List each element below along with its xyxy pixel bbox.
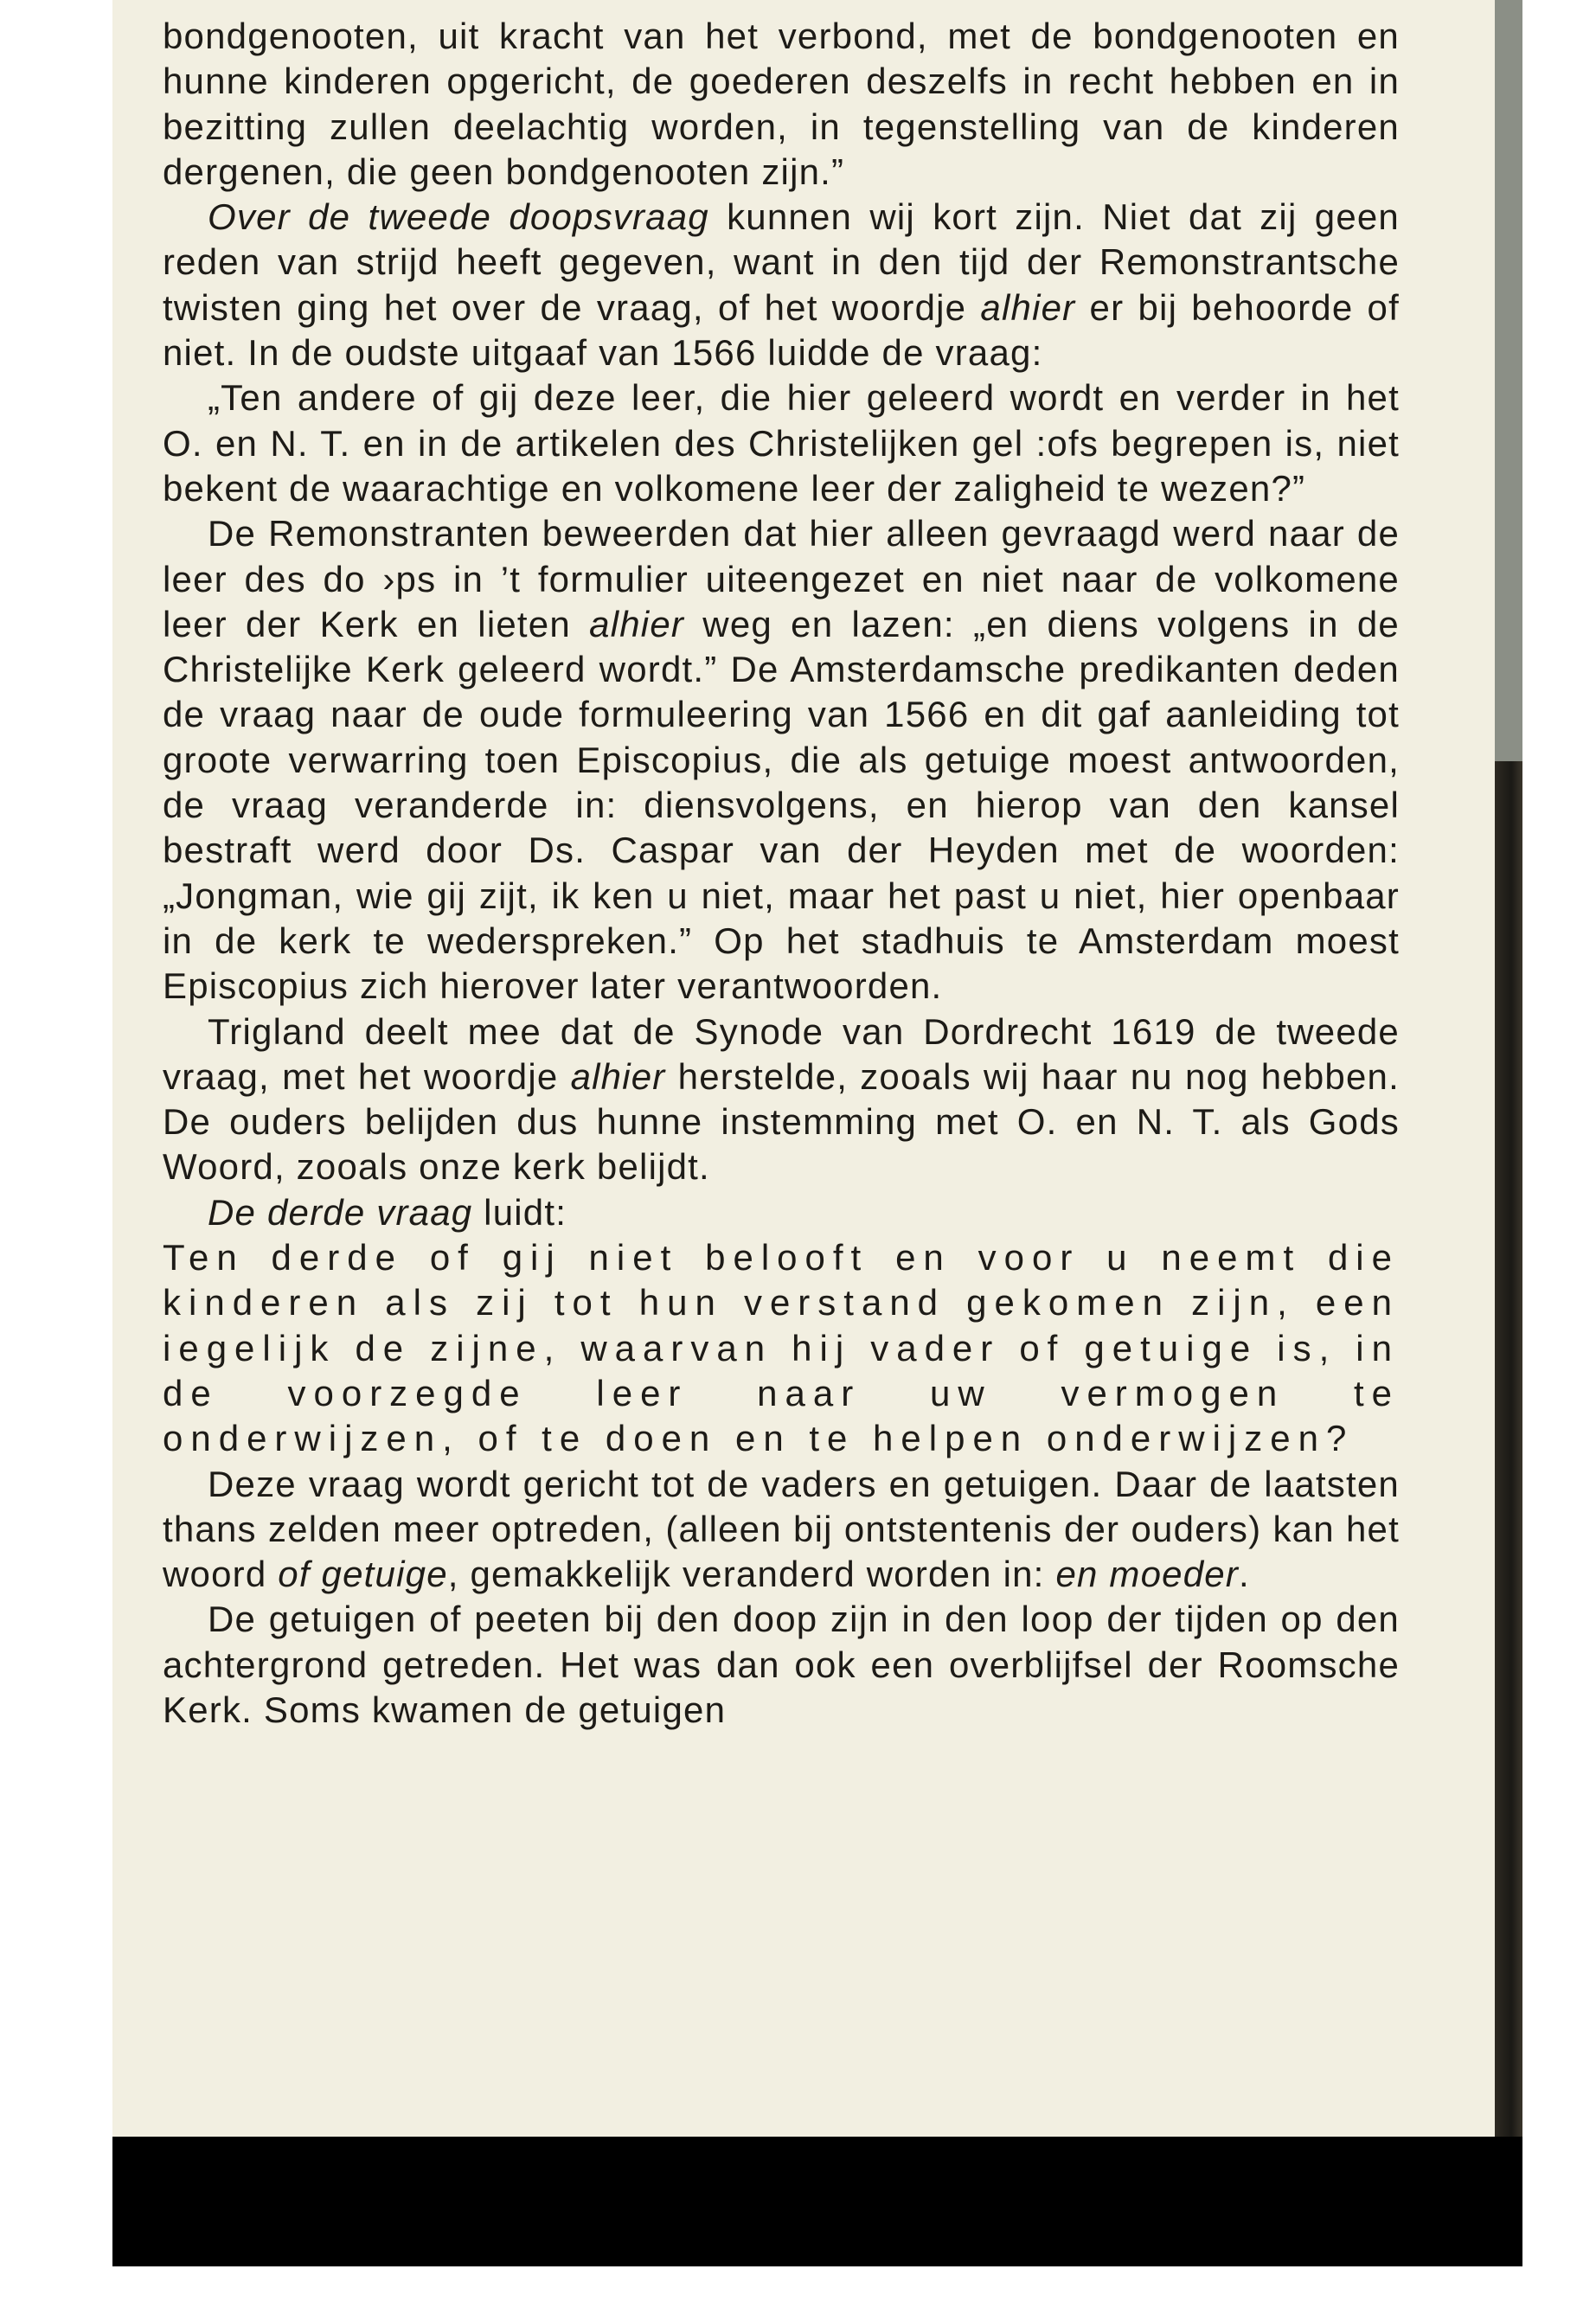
text-run: herstelde, zooals wij haar nu nog hebben. De ouders belijden dus hunne instemming met O. en N. T. als Gods Woord, zooals onze kerk belijdt.: [163, 1055, 1400, 1188]
emphasis-run: of getuige: [278, 1554, 448, 1595]
emphasis-run: alhier: [570, 1055, 666, 1097]
text-run: er bij behoorde of niet. In de oudste uitgaaf van 1566 luidde de vraag:: [163, 286, 1400, 374]
text-run: bondgenooten, uit kracht van het verbond, met de bondgenooten en hunne kinderen opgericht, de goederen deszelfs in recht hebben en in bezitting zullen deelachtig worden, in tegenstelling van de kinderen dergenen, die geen bondgenooten zijn.”: [163, 16, 1400, 192]
text-run: „Ten andere of gij deze leer, die hier geleerd wordt en verder in het O. en N. T. en in de artikelen des Christelijken gel :ofs begrepen is, niet bekent de waarachtige en volkomene leer der zaligheid te wezen?”: [163, 377, 1400, 509]
text-run: Trigland deelt mee dat de Synode van Dordrecht 1619 de tweede vraag, met het woordje: [163, 1010, 1400, 1097]
emphasis-run: alhier: [589, 603, 685, 644]
emphasis-run: alhier: [980, 286, 1076, 328]
paragraph: [163, 1235, 1400, 1461]
paragraph: [163, 375, 1400, 511]
paragraph: [163, 1009, 1400, 1190]
paragraph: [163, 14, 1400, 195]
text-run: Ten derde of gij niet belooft en voor u neemt die kinderen als zij tot hun verstand gekomen zijn, een iegelijk de zijne, waarvan hij vader of getuige is, in de voorzegde leer naar uw vermogen te onderwijzen, of te doen en te helpen onderwijzen?: [163, 1237, 1400, 1459]
paragraph: [163, 1190, 1400, 1235]
text-run: kunnen wij kort zijn. Niet dat zij geen reden van strijd heeft gegeven, want in den tijd der Remonstrantsche twisten ging het over de vraag, of het woordje: [163, 196, 1400, 328]
emphasis-run: Over de tweede doopsvraag: [208, 196, 709, 238]
paragraph: [163, 1597, 1400, 1733]
paragraph: [163, 1462, 1400, 1598]
paragraph: [163, 511, 1400, 1009]
emphasis-run: en moeder: [1055, 1554, 1240, 1595]
text-run: weg en lazen: „en diens volgens in de Christelijke Kerk geleerd wordt.” De Amsterdamsche predikanten deden de vraag naar de oude formuleering van 1566 en dit gaf aanleiding tot groote verwarring toen Episcopius, die als getuige moest antwoorden, de vraag veranderde in: diensvolgens, en hierop van den kansel bestraft werd door Ds. Caspar van der Heyden met de woorden: „Jongman, wie gij zijt, ik ken u niet, maar het past u niet, hier openbaar in de kerk te wederspreken.” Op het stadhuis te Amsterdam moest Episcopius zich hierover later verantwoorden.: [163, 603, 1400, 1007]
paragraph: [163, 195, 1400, 375]
emphasis-run: De derde vraag: [208, 1191, 473, 1233]
text-run: luidt:: [472, 1191, 567, 1233]
text-run: .: [1239, 1554, 1250, 1595]
text-run: De getuigen of peeten bij den doop zijn in den loop der tijden op den achtergrond getreden. Het was dan ook een overblijfsel der Roomsche Kerk. Soms kwamen de getuigen: [163, 1599, 1400, 1730]
scan-bottom-border: [112, 2137, 1522, 2266]
body-text: [163, 14, 1400, 1733]
text-run: Deze vraag wordt gericht tot de vaders en getuigen. Daar de laatsten thans zelden meer optreden, (alleen bij ontstentenis der ouders) kan het woord: [163, 1463, 1400, 1595]
text-run: De Remonstranten beweerden dat hier alleen gevraagd werd naar de leer des do ›ps in ’t formulier uiteengezet en niet naar de volkomene leer der Kerk en lieten: [163, 513, 1400, 644]
page-edge-shadow-top: [1495, 0, 1522, 761]
text-run: , gemakkelijk veranderd worden in:: [447, 1554, 1056, 1595]
page-edge-shadow-bottom: [1495, 761, 1522, 2145]
